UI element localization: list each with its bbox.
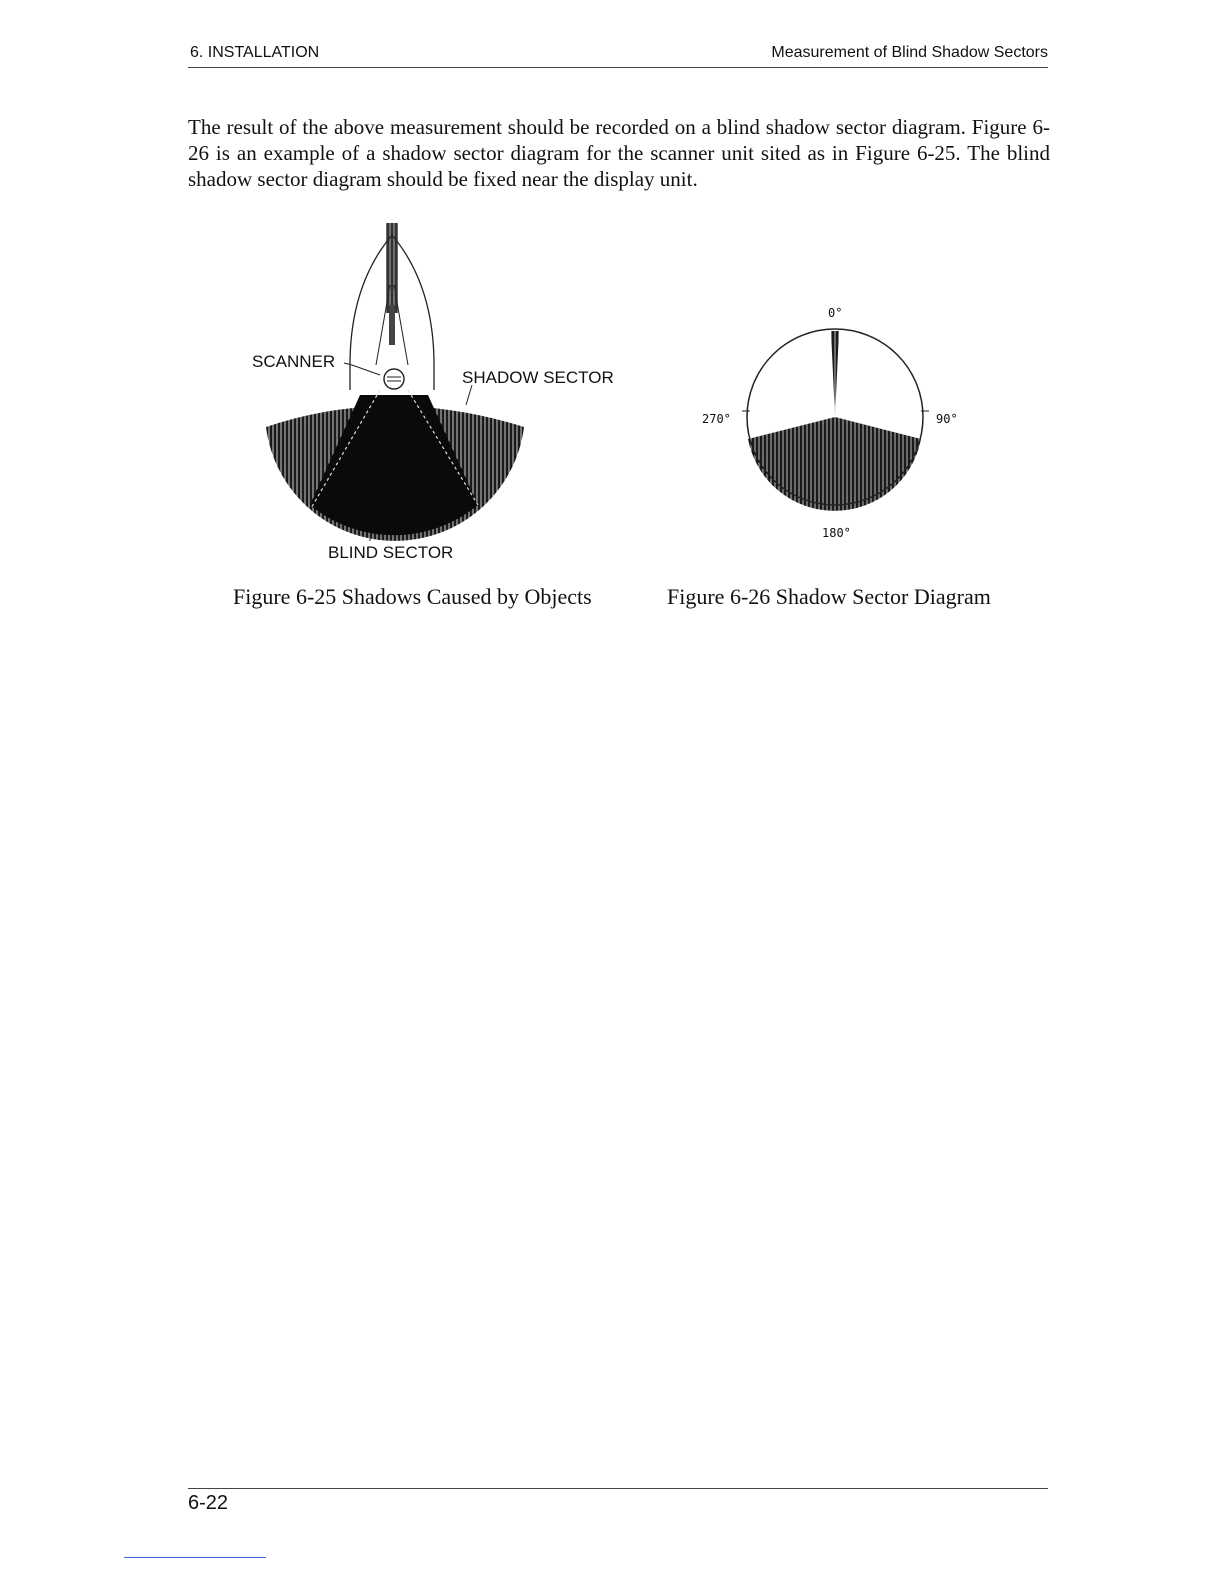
body-paragraph: The result of the above measurement should be recorded on a blind shadow sector diagram. Figure 6-26 is an example of a shadow sector diagram for the scanner unit sited as in Figure 6-25. The blind shadow sector diagram should be fixed near the display unit. [188, 115, 1050, 191]
label-90-degrees: 90° [936, 412, 958, 426]
footer-rule [188, 1488, 1048, 1489]
scanner-object [384, 369, 404, 389]
label-scanner: SCANNER [252, 352, 336, 371]
scan-artifact-line [124, 1557, 266, 1558]
caption-figure-6-26: Figure 6-26 Shadow Sector Diagram [667, 584, 991, 609]
label-blind-sector: BLIND SECTOR [328, 543, 454, 562]
header-rule [188, 67, 1048, 68]
header-section-title: 6. INSTALLATION [190, 44, 320, 61]
figure-6-25-drawing [240, 215, 640, 570]
label-0-degrees: 0° [828, 306, 843, 320]
label-shadow-sector: SHADOW SECTOR [462, 368, 614, 387]
page-number: 6-22 [188, 1492, 229, 1514]
diagram-shadow-sector [748, 417, 921, 511]
label-270-degrees: 270° [702, 412, 731, 426]
figure-shadows-caused-by-objects [240, 215, 640, 570]
caption-figure-6-25: Figure 6-25 Shadows Caused by Objects [233, 584, 592, 609]
diagram-mast-shadow [831, 331, 839, 417]
label-180-degrees: 180° [822, 526, 851, 540]
figure-shadow-sector-diagram [690, 295, 980, 545]
header-page-topic: Measurement of Blind Shadow Sectors [771, 44, 1048, 61]
figure-6-26-drawing [690, 295, 980, 545]
